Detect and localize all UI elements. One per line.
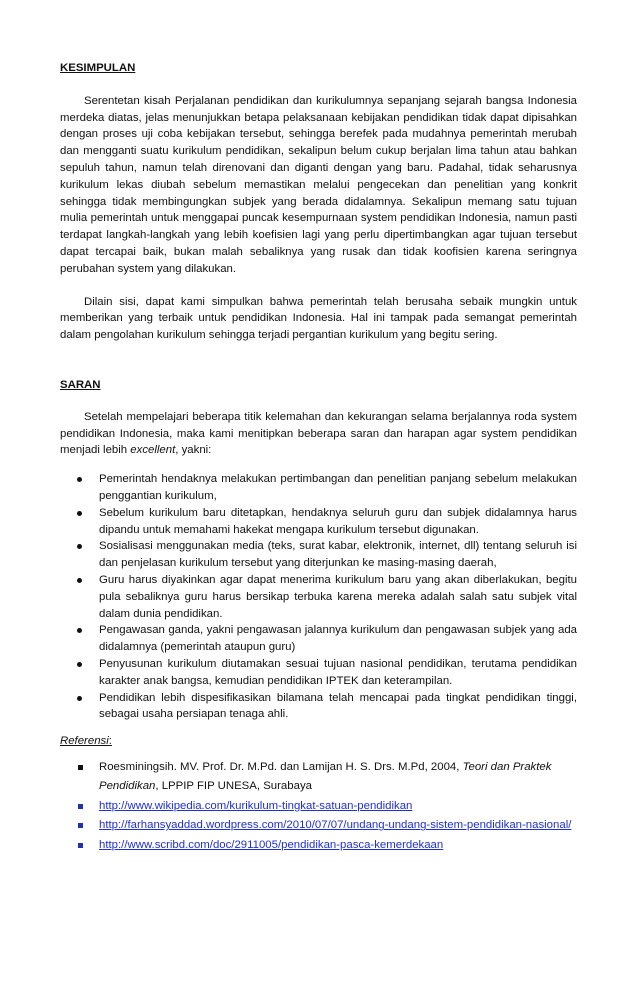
reference-link-wikipedia[interactable]: http://www.wikipedia.com/kurikulum-tingkat-satuan-pendidikan — [99, 799, 413, 812]
referensi-heading — [60, 733, 577, 750]
bullet-icon — [77, 628, 82, 633]
kesimpulan-paragraph-2: Dilain sisi, dapat kami simpulkan bahwa pemerintah telah berusaha sebaik mungkin untuk memberikan yang terbaik untuk pendidikan Indonesia. Hal ini tampak pada semangat pemerintah dalam pengolahan kurikulum sehingga terjadi pergantian kurikulum yang begitu sering. — [60, 295, 577, 342]
saran-intro-emphasis: excellent — [130, 444, 176, 457]
reference-book-authors: Roesminingsih. MV. Prof. Dr. M.Pd. dan Lamijan H. S. Drs. M.Pd, 2004, — [99, 760, 463, 773]
reference-link-item — [60, 816, 577, 836]
list-item — [60, 505, 577, 539]
reference-link-scribd[interactable]: http://www.scribd.com/doc/2911005/pendidikan-pasca-kemerdekaan — [99, 838, 444, 851]
bullet-icon — [77, 662, 82, 667]
bullet-icon — [77, 477, 82, 482]
square-bullet-icon — [78, 765, 83, 770]
list-item-text: Sosialisasi menggunakan media (teks, surat kabar, elektronik, internet, dll) tentang seluruh isi dan penjelasan kurikulum tersebut yang diterjunkan ke masing-masing daerah, — [99, 540, 577, 570]
kesimpulan-heading: KESIMPULAN — [60, 62, 136, 74]
square-bullet-icon — [78, 843, 83, 848]
saran-list — [60, 471, 577, 723]
list-item-text: Guru harus diyakinkan agar dapat menerima kurikulum baru yang akan diberlakukan, begitu pula sebaliknya guru harus bersikap terbuka karena mereka adalah salah satu subjek vital dalam dunia pendidikan. — [99, 573, 577, 620]
list-item — [60, 572, 577, 622]
list-item — [60, 622, 577, 656]
reference-link-wordpress[interactable]: http://farhansyaddad.wordpress.com/2010/07/07/undang-undang-sistem-pendidikan-nasional/ — [99, 819, 572, 832]
list-item-text: Pendidikan lebih dispesifikasikan bilamana telah mencapai pada tingkat pendidikan tinggi, sebagai usaha persiapan tenaga ahli. — [99, 691, 577, 721]
reference-book — [60, 758, 577, 797]
referensi-label: Referensi — [60, 735, 109, 748]
reference-link-item — [60, 836, 577, 856]
list-item-text: Penyusunan kurikulum diutamakan sesuai tujuan nasional pendidikan, terutama pendidikan karakter anak bangsa, kemudian pendidikan IPTEK dan keterampilan. — [99, 657, 577, 687]
saran-intro-text: Setelah mempelajari beberapa titik kelemahan dan kekurangan selama berjalannya roda system pendidikan Indonesia, maka kami menitipkan beberapa saran dan harapan agar system pendidikan menjadi lebih — [60, 410, 577, 457]
list-item — [60, 538, 577, 572]
bullet-icon — [77, 696, 82, 701]
square-bullet-icon — [78, 804, 83, 809]
square-bullet-icon — [78, 823, 83, 828]
list-item-text: Sebelum kurikulum baru ditetapkan, hendaknya seluruh guru dan subjek didalamnya harus dipandu untuk memahami hakekat mengapa kurikulum tersebut digunakan. — [99, 506, 577, 536]
bullet-icon — [77, 511, 82, 516]
reference-book-title: Teori dan Praktek Pendidikan — [99, 760, 552, 793]
bullet-icon — [77, 544, 82, 549]
list-item — [60, 471, 577, 505]
list-item-text: Pemerintah hendaknya melakukan pertimbangan dan penelitian panjang sebelum melakukan penggantian kurikulum, — [99, 473, 577, 502]
bullet-icon — [77, 578, 82, 583]
list-item — [60, 656, 577, 690]
saran-intro-tail: , yakni: — [175, 444, 212, 457]
reference-link-item — [60, 797, 577, 817]
referensi-list — [60, 758, 577, 856]
list-item — [60, 690, 577, 724]
saran-intro — [60, 409, 577, 459]
referensi-colon: : — [108, 735, 112, 748]
saran-heading: SARAN — [60, 378, 101, 391]
reference-book-publisher: , LPPIP FIP UNESA, Surabaya — [155, 780, 312, 793]
list-item-text: Pengawasan ganda, yakni pengawasan jalannya kurikulum dan pengawasan subjek yang ada didalamnya (pemerintah ataupun guru) — [99, 624, 577, 654]
kesimpulan-paragraph-1: Serentetan kisah Perjalanan pendidikan dan kurikulumnya sepanjang sejarah bangsa Indonesia merdeka diatas, jelas menunjukkan betapa pelaksanaan kebijakan pendidikan tidak dapat dipisahkan dengan proses uji coba kebijakan tersebut, sehingga berefek pada mudahnya pemerintah merubah dan mengganti suatu kurikulum pendidikan, sekalipun belum cukup berjalan lima tahun atau bahkan sepuluh tahun, namun telah direnovani dan diganti dengan yang baru. Padahal, tidak seharusnya kurikulum lekas diubah sebelum memastikan melalui pengecekan dan penelitian yang konkrit sehingga tidak membingungkan subjek yang berada didalamnya. Sekalipun memang satu tujuan mulia pemerintah untuk menggapai puncak kesempurnaan system pendidikan Indonesia, namun pasti terdapat langkah-langkah yang lebih koefisien lagi yang perlu dipertimbangkan agar tujuan tersebut dapat tercapai baik, bukan malah sebaliknya yang rusak dan tidak koofisien karena seringnya perubahan system yang dilakukan. — [60, 94, 577, 275]
